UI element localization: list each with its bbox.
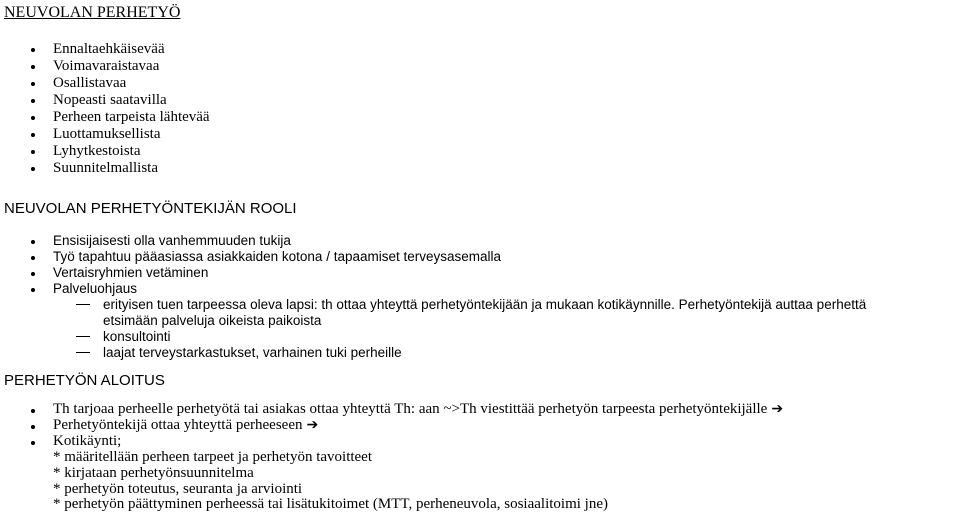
detail-line-text: * perhetyön päättyminen perheessä tai lisätukitoimet (MTT, perheneuvola, sosiaalitoimi jne) [53, 496, 608, 512]
list-item-label: Työ tapahtuu pääasiassa asiakkaiden kotona / tapaamiset terveysasemalla [53, 249, 502, 264]
list-item-label: Voimavaraistavaa [53, 58, 160, 74]
list-item-label: Perheen tarpeista lähtevää [53, 109, 210, 125]
bullet-icon [31, 82, 35, 86]
bullet-icon [31, 48, 35, 52]
detail-line-text: * kirjataan perhetyönsuunnitelma [53, 465, 254, 481]
list-item-text: Perhetyöntekijä ottaa yhteyttä perheeseen [53, 417, 303, 433]
list-item-label: Ennaltaehkäisevää [53, 41, 165, 57]
bullet-icon [31, 409, 35, 413]
list-item-text: Th tarjoaa perheelle perhetyötä tai asiakas ottaa yhteyttä Th: aan ~>Th viestittää perhetyön tarpeesta perhetyöntekijälle [53, 401, 768, 417]
list-item-label [53, 401, 783, 418]
dash-icon [76, 336, 90, 337]
list-item-label: Ensisijaisesti olla vanhemmuuden tukija [53, 233, 291, 248]
bullet-icon [31, 167, 35, 171]
sub-list-item-label: laajat terveystarkastukset, varhainen tuki perheille [103, 345, 402, 360]
list-item-label: Suunnitelmallista [53, 160, 158, 176]
section-title-perhetyontekijan-rooli: NEUVOLAN PERHETYÖNTEKIJÄN ROOLI [4, 200, 297, 217]
sub-list-item-label: etsimään palveluja oikeista paikoista [103, 313, 322, 328]
bullet-icon [31, 133, 35, 137]
list-item-label: Luottamuksellista [53, 126, 161, 142]
list-item-label: Lyhytkestoista [53, 143, 141, 159]
section-title-neuvolan-perhetyo: NEUVOLAN PERHETYÖ [4, 4, 181, 21]
sub-list-item-label: erityisen tuen tarpeessa oleva lapsi: th ottaa yhteyttä perhetyöntekijään ja mukaan kotikäynnille. Perhetyöntekijä auttaa perhettä [103, 297, 867, 312]
bullet-icon [31, 425, 35, 429]
arrow-right-icon: ➔ [306, 418, 319, 433]
list-item-label: Vertaisryhmien vetäminen [53, 265, 209, 280]
bullet-icon [31, 256, 35, 260]
detail-line-text: * perhetyön toteutus, seuranta ja arviointi [53, 481, 303, 497]
bullet-icon [31, 240, 35, 244]
dash-icon [76, 304, 90, 305]
list-item-label [53, 417, 318, 434]
bullet-icon [31, 65, 35, 69]
bullet-icon [31, 99, 35, 103]
list-item-label: Palveluohjaus [53, 281, 138, 296]
dash-icon [76, 352, 90, 353]
sub-list-item-label: konsultointi [103, 329, 171, 344]
list-item-label: Osallistavaa [53, 75, 127, 91]
section-title-perhetyon-aloitus: PERHETYÖN ALOITUS [4, 372, 165, 389]
list-item-label: Kotikäynti; [53, 433, 122, 449]
bullet-icon [31, 150, 35, 154]
bullet-icon [31, 272, 35, 276]
bullet-icon [31, 116, 35, 120]
list-item-label: Nopeasti saatavilla [53, 92, 167, 108]
bullet-icon [31, 441, 35, 445]
arrow-right-icon: ➔ [771, 402, 784, 417]
detail-line-text: * määritellään perheen tarpeet ja perhetyön tavoitteet [53, 449, 373, 465]
bullet-icon [31, 288, 35, 292]
